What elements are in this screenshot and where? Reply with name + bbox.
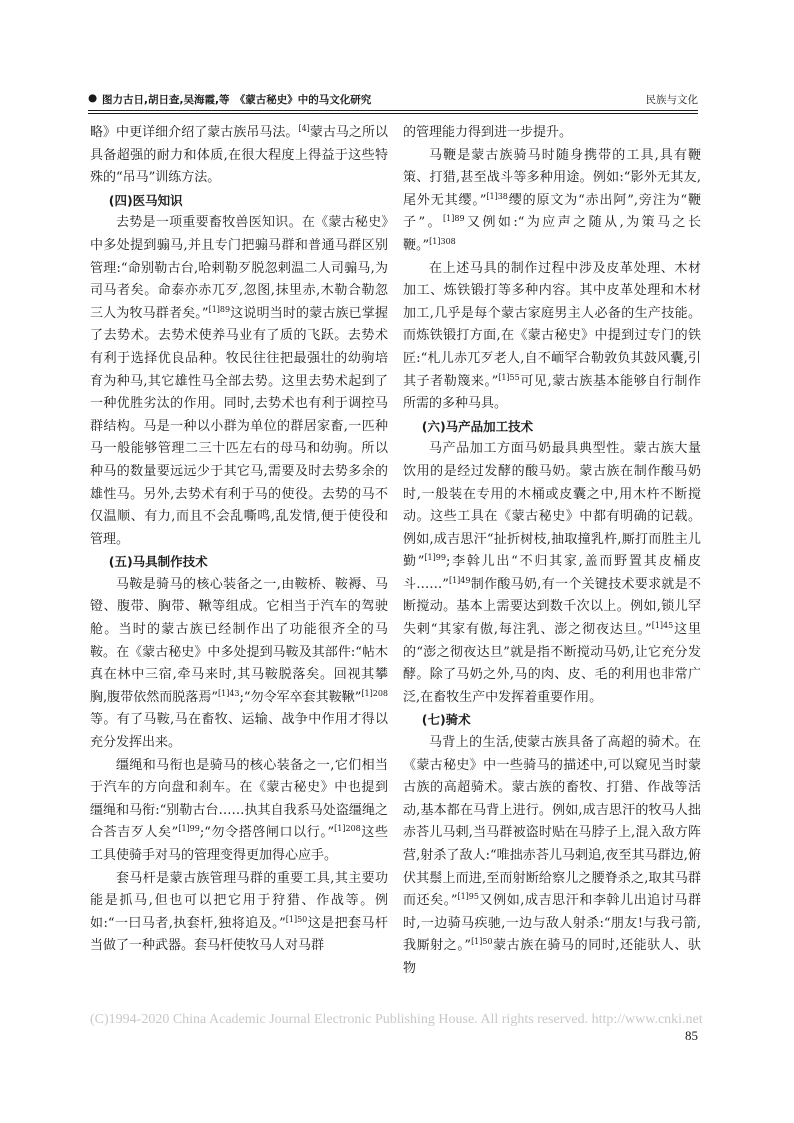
paragraph: 马产品加工方面马奶最具典型性。蒙古族大量饮用的是经过发酵的酸马奶。蒙古族在制作酸马奶时,一般装在专用的木桶或皮囊之中,用木杵不断搅动。这些工具在《蒙古秘史》中都有明确的记载。例如,成吉思汗“扯折树枝,抽取撞乳杵,厮打而胜主儿勤”$^{[1]99}$;李斡儿出“不归其家,盖而野置其皮桶皮斗……”$^{[1]49}$制作酸马奶,有一个关键技术要求就是不断搅动。基本上需要达到数千次以上。例如,锁儿罕失剌“其家有傲,每注乳、澎之彻夜达旦。”$^{[1]45}$这里的“澎之彻夜达旦”就是指不断搅动马奶,让它充分发酵。除了马奶之外,马的肉、皮、毛的利用也非常广泛,在畜牧生产中发挥着重要作用。 — [403, 441, 701, 705]
paragraph: 的管理能力得到进一步提升。 — [403, 125, 573, 140]
citation[interactable]: [1]308 — [429, 236, 456, 246]
citation[interactable]: [1]89 — [443, 214, 465, 224]
right-column — [403, 122, 701, 981]
header-bullet: ● — [88, 92, 98, 104]
citation[interactable]: [1]89 — [208, 304, 231, 314]
left-column — [90, 122, 388, 958]
section-heading-vet: (四)医马知识 — [108, 192, 183, 208]
citation[interactable]: [1]99 — [178, 824, 200, 834]
citation[interactable]: [4] — [298, 124, 310, 133]
paragraph: 马鞍是骑马的核心装备之一,由鞍桥、鞍褥、马镫、腹带、胸带、鞦等组成。它相当于汽车的驾驶舱。当时的蒙古族已经制作出了功能很齐全的马鞍。在《蒙古秘史》中多处提到马鞍及其部件:“帖木真在林中三宿,牵马来时,其马鞍脱落矣。回视其攀胸,腹带依然而脱落焉”$^{[1]43}$;“勿令军卒套其鞍鞦”$^{[1]208}$等。有了马鞍,马在畜牧、运输、战争中作用才得以充分发挥出来。 — [90, 576, 388, 751]
paragraph: 马鞭是蒙古族骑马时随身携带的工具,具有鞭策、打猎,甚至战斗等多种用途。例如:“影外无其友,尾外无其缨。”$^{[1]38}$缨的原文为“赤出阿”,旁注为“鞭子”。$^{[1]89}$又例如:“为应声之随从,为策马之长鞭。”$^{[1]308}$ — [403, 147, 701, 253]
header-authors-title: 图力古日,胡日查,吴海霞,等 《蒙古秘史》中的马文化研究 — [102, 94, 372, 106]
section-heading-tack: (五)马具制作技术 — [108, 554, 208, 570]
paragraph: 略》中更详细介绍了蒙古族吊马法。[4]蒙古马之所以具备超强的耐力和体质,在很大程度上得益于这些特殊的“吊马”训练方法。 — [90, 124, 388, 186]
citation[interactable]: [1]43 — [218, 688, 240, 698]
paragraph: 套马杆是蒙古族管理马群的重要工具,其主要功能是抓马,但也可以把它用于狩猎、作战等。例如:“一曰马者,执套杆,独将追及。”$^{[1]50}$这是把套马杆当做了一种武器。套马杆使牧马人对马群 — [90, 870, 388, 954]
citation[interactable]: [1]45 — [651, 621, 674, 631]
paragraph: 去势是一项重要畜牧兽医知识。在《蒙古秘史》中多处提到骟马,并且专门把骟马群和普通马群区别管理:“命别勒古台,哈剌勒歹脱忽剌温二人司骟马,为司马者矣。命泰亦赤兀歹,忽图,抹里赤,木勒合勒忽三人为牧马群者矣。”$^{[1]89}$这说明当时的蒙古族已掌握了去势术。去势术使养马业有了质的飞跃。去势术有利于选择优良品种。牧民往往把最强壮的幼驹培育为种马,其它雄性马全部去势。这里去势术起到了一种优胜劣汰的作用。同时,去势术也有利于调控马群结构。马是一种以小群为单位的群居家畜,一匹种马一般能够管理二三十匹左右的母马和幼驹。所以种马的数量要远远少于其它马,需要及时去势多余的雄性马。另外,去势术有利于马的使役。去势的马不仅温顺、有力,而且不会乱嘶鸣,乱发情,便于使役和管理。 — [90, 215, 388, 547]
citation[interactable]: [1]208 — [334, 824, 361, 834]
citation[interactable]: [1]55 — [498, 372, 520, 382]
header-section: 民族与文化 — [645, 94, 698, 106]
page-number: 85 — [685, 1028, 698, 1043]
citation[interactable]: [1]50 — [471, 937, 493, 947]
paragraph: 缰绳和马衔也是骑马的核心装备之一,它们相当于汽车的方向盘和刹车。在《蒙古秘史》中也提到缰绳和马衔:“别勒古台……执其自我系马处盗缰绳之合荅吉歹人矣”$^{[1]99}$;“勿令搭啓闸口以行。”$^{[1]208}$这些工具使骑手对马的管理变得更加得心应手。 — [90, 757, 388, 863]
header-rule-thin — [88, 113, 698, 114]
header-rule-thick — [88, 110, 698, 111]
citation[interactable]: [1]49 — [448, 575, 471, 585]
paragraph: 在上述马具的制作过程中涉及皮革处理、木材加工、炼铁锻打等多种内容。其中皮革处理和木材加工,几乎是每个蒙古家庭男主人必备的生产技能。而炼铁锻打方面,在《蒙古秘史》中提到过专门的铁匠:“札儿赤兀歹老人,自不峏罕合勒敦负其鼓风囊,引其子者勒篾来。”$^{[1]55}$可见,蒙古族基本能够自行制作所需的多种马具。 — [403, 260, 701, 412]
section-heading-riding: (七)骑术 — [421, 712, 471, 728]
running-header — [88, 90, 698, 110]
citation[interactable]: [1]99 — [424, 553, 446, 563]
citation[interactable]: [1]38 — [486, 191, 508, 201]
citation[interactable]: [1]95 — [457, 892, 479, 902]
paragraph: 马背上的生活,使蒙古族具备了高超的骑术。在《蒙古秘史》中一些骑马的描述中,可以窥见当时蒙古族的高超骑术。蒙古族的畜牧、打猎、作战等活动,基本都在马背上进行。例如,成吉思汗的牧马人拙赤荅儿马剌,当马群被盗时贴在马脖子上,混入敌方阵营,射杀了敌人:“唯拙赤荅儿马剌追,夜至其马群边,俯伏其鬃上而进,至而射断给察儿之腰脊杀之,取其马群而还矣。”$^{[1]95}$又例如,成吉思汗和李斡儿出追讨马群时,一边骑马疾驰,一边与敌人射杀:“朋友!与我弓箭,我厮射之。”$^{[1]50}$蒙古族在骑马的同时,还能驮人、驮物 — [403, 735, 701, 976]
section-heading-products: (六)马产品加工技术 — [421, 418, 534, 434]
citation[interactable]: [1]50 — [285, 914, 308, 924]
copyright-watermark: (C)1994-2020 China Academic Journal Electronic Publishing House. All rights reserved. http://www.cnki.net — [90, 1012, 703, 1027]
citation[interactable]: [1]208 — [361, 688, 388, 698]
